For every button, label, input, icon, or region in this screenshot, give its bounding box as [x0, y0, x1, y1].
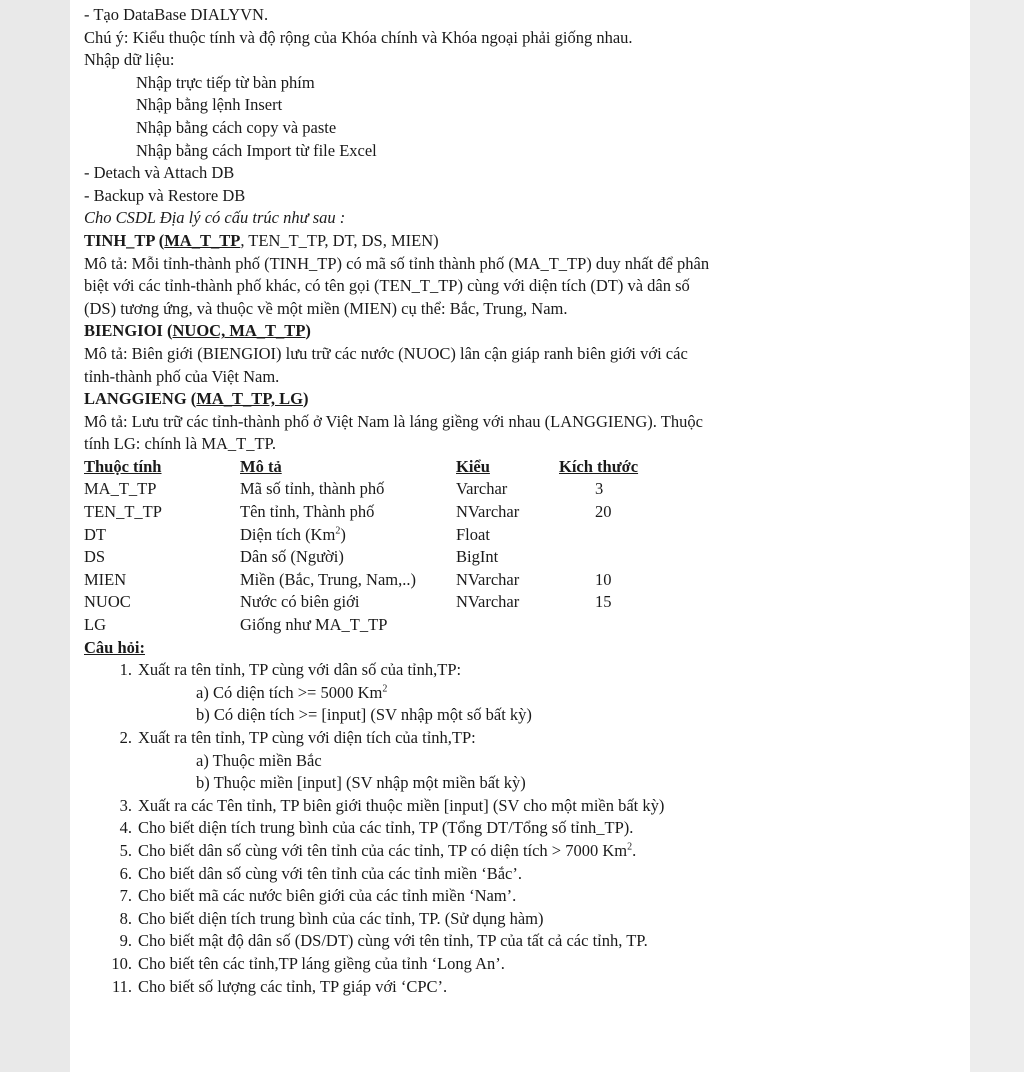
question-1a — [106, 682, 884, 705]
question-8 — [106, 908, 884, 931]
cell-type: NVarchar — [456, 569, 520, 589]
question-number: 11. — [111, 976, 132, 996]
question-1b: b) Có diện tích >= [input] (SV nhập một số bất kỳ) — [196, 705, 532, 725]
question-text: Cho biết diện tích trung bình của các tỉnh, TP. (Sử dụng hàm) — [138, 908, 544, 928]
question-2a: a) Thuộc miền Bắc — [196, 750, 322, 770]
tinh-tp-desc-3: (DS) tương ứng, và thuộc về một miền (MIEN) cụ thể: Bắc, Trung, Nam. — [84, 298, 568, 318]
cell-description: Mã số tỉnh, thành phố — [240, 479, 385, 499]
question-number: 10. — [111, 953, 132, 973]
question-text: Cho biết diện tích trung bình của các tỉnh, TP (Tổng DT/Tổng số tỉnh_TP). — [138, 818, 634, 838]
header-description: Mô tả — [240, 456, 282, 476]
cell-attribute: TEN_T_TP — [84, 502, 162, 522]
cell-size: 3 — [595, 479, 604, 499]
questions-heading — [84, 637, 884, 660]
langgieng-rest: ) — [302, 389, 309, 409]
question-2 — [106, 727, 884, 750]
tinh-tp-key: MA_T_TP — [164, 230, 241, 250]
question-3 — [106, 795, 884, 818]
cell-attribute: DT — [84, 524, 106, 544]
question-text: Cho biết dân số cùng với tên tỉnh của các tỉnh, TP có diện tích > 7000 Km — [138, 840, 628, 860]
page-margin-right — [970, 0, 1024, 1072]
attributes-header-row — [84, 456, 695, 479]
dt-desc-text: Diện tích (Km — [240, 524, 336, 544]
cell-description — [240, 524, 456, 547]
table-row — [84, 569, 695, 592]
header-type: Kiểu — [456, 456, 490, 476]
question-text: Cho biết mật độ dân số (DS/DT) cùng với tên tỉnh, TP của tất cả các tỉnh, TP. — [138, 931, 648, 951]
detach-line: - Detach và Attach DB — [84, 163, 235, 183]
langgieng-desc-2: tính LG: chính là MA_T_TP. — [84, 434, 277, 454]
create-db-line: - Tạo DataBase DIALYVN. — [84, 5, 269, 24]
cell-size — [559, 546, 695, 569]
input-heading: Nhập dữ liệu: — [84, 50, 175, 70]
question-text: a) Có diện tích >= 5000 Km — [196, 682, 383, 702]
biengioi-rest: ) — [305, 321, 311, 341]
document-content — [84, 4, 884, 998]
table-row — [84, 524, 695, 547]
biengioi-name: BIENGIOI ( — [84, 321, 173, 341]
q5-superscript: 2 — [627, 841, 633, 853]
cell-description: Giống như MA_T_TP — [240, 615, 388, 635]
question-6 — [106, 863, 884, 886]
page-margin-left — [0, 0, 70, 1072]
tinh-tp-schema — [84, 230, 884, 253]
langgieng-name: LANGGIENG ( — [84, 389, 197, 409]
question-1 — [106, 659, 884, 682]
langgieng-schema — [84, 388, 884, 411]
question-9 — [106, 930, 884, 953]
cell-size — [559, 524, 695, 547]
cell-attribute: DS — [84, 547, 106, 567]
cell-type: Varchar — [456, 479, 508, 499]
dt-superscript: 2 — [335, 525, 341, 537]
table-row — [84, 478, 695, 501]
cell-size — [559, 614, 695, 637]
q1a-superscript: 2 — [382, 683, 388, 695]
question-10 — [106, 953, 884, 976]
q5-end: . — [632, 840, 637, 860]
cell-description: Dân số (Người) — [240, 547, 344, 567]
attributes-table — [84, 456, 695, 637]
dt-desc-close: ) — [340, 524, 346, 544]
question-text: Xuất ra tên tỉnh, TP cùng với dân số của tỉnh,TP: — [138, 660, 462, 680]
cell-description: Nước có biên giới — [240, 592, 360, 612]
input-method-1: Nhập trực tiếp từ bàn phím — [136, 72, 315, 92]
note-line: Chú ý: Kiểu thuộc tính và độ rộng của Khóa chính và Khóa ngoại phải giống nhau. — [84, 27, 633, 47]
cell-description: Tên tỉnh, Thành phố — [240, 502, 375, 522]
cell-type: NVarchar — [456, 592, 520, 612]
question-5 — [106, 840, 884, 863]
cell-size: 20 — [595, 502, 612, 522]
question-text: Cho biết mã các nước biên giới của các tỉnh miền ‘Nam’. — [138, 886, 517, 906]
input-method-4: Nhập bằng cách Import từ file Excel — [136, 140, 377, 160]
cell-attribute: NUOC — [84, 592, 131, 612]
biengioi-desc-2: tỉnh-thành phố của Việt Nam. — [84, 366, 280, 386]
question-number: 3. — [119, 795, 132, 815]
questions-list — [84, 659, 884, 998]
table-row — [84, 614, 695, 637]
table-row — [84, 546, 695, 569]
question-text: Cho biết dân số cùng với tên tỉnh của các tỉnh miền ‘Bắc’. — [138, 863, 522, 883]
table-row — [84, 501, 695, 524]
schema-intro: Cho CSDL Địa lý có cấu trúc như sau : — [84, 208, 346, 228]
question-2b: b) Thuộc miền [input] (SV nhập một miền bất kỳ) — [196, 773, 526, 793]
cell-type: NVarchar — [456, 502, 520, 522]
cell-size: 15 — [595, 592, 612, 612]
tinh-tp-desc-2: biệt với các tỉnh-thành phố khác, có tên gọi (TEN_T_TP) cùng với diện tích (DT) và dân số — [84, 276, 690, 296]
question-number: 2. — [119, 728, 132, 747]
question-text: Cho biết tên các tỉnh,TP láng giềng của tỉnh ‘Long An’. — [138, 953, 505, 973]
input-method-2: Nhập bằng lệnh Insert — [136, 95, 283, 115]
cell-attribute: LG — [84, 615, 106, 635]
question-number: 6. — [119, 863, 132, 883]
cell-description: Miền (Bắc, Trung, Nam,..) — [240, 569, 416, 589]
cell-type: BigInt — [456, 547, 499, 567]
question-number: 5. — [119, 840, 132, 860]
question-text: Xuất ra các Tên tỉnh, TP biên giới thuộc miền [input] (SV cho một miền bất kỳ) — [138, 795, 665, 815]
tinh-tp-desc-1: Mô tả: Mỗi tỉnh-thành phố (TINH_TP) có mã số tỉnh thành phố (MA_T_TP) duy nhất để phân — [84, 253, 710, 273]
langgieng-key: MA_T_TP, LG — [196, 389, 303, 409]
question-number: 1. — [119, 660, 132, 680]
question-number: 9. — [119, 931, 132, 951]
cell-type — [456, 614, 559, 637]
langgieng-desc-1: Mô tả: Lưu trữ các tỉnh-thành phố ở Việt Nam là láng giềng với nhau (LANGGIENG). Thuộc — [84, 411, 703, 431]
question-number: 8. — [119, 908, 132, 928]
question-number: 7. — [119, 886, 132, 906]
header-attribute: Thuộc tính — [84, 456, 162, 476]
tinh-tp-rest: , TEN_T_TP, DT, DS, MIEN) — [240, 230, 439, 250]
biengioi-key: NUOC, MA_T_TP — [172, 321, 306, 341]
question-text: Xuất ra tên tỉnh, TP cùng với diện tích của tỉnh,TP: — [138, 728, 476, 747]
biengioi-schema — [84, 320, 884, 343]
input-method-3: Nhập bằng cách copy và paste — [136, 117, 337, 137]
table-row — [84, 591, 695, 614]
cell-attribute: MIEN — [84, 569, 127, 589]
cell-size: 10 — [595, 569, 612, 589]
tinh-tp-name: TINH_TP ( — [84, 230, 165, 250]
question-11 — [106, 976, 884, 999]
question-number: 4. — [119, 818, 132, 838]
cell-type: Float — [456, 524, 490, 544]
header-size: Kích thước — [559, 456, 639, 476]
question-text: Cho biết số lượng các tỉnh, TP giáp với ‘CPC’. — [138, 976, 448, 996]
questions-heading-text: Câu hỏi: — [84, 637, 145, 657]
backup-line: - Backup và Restore DB — [84, 185, 246, 205]
cell-attribute: MA_T_TP — [84, 479, 157, 499]
biengioi-desc-1: Mô tả: Biên giới (BIENGIOI) lưu trữ các nước (NUOC) lân cận giáp ranh biên giới với các — [84, 343, 688, 363]
question-4 — [106, 817, 884, 840]
question-7 — [106, 885, 884, 908]
